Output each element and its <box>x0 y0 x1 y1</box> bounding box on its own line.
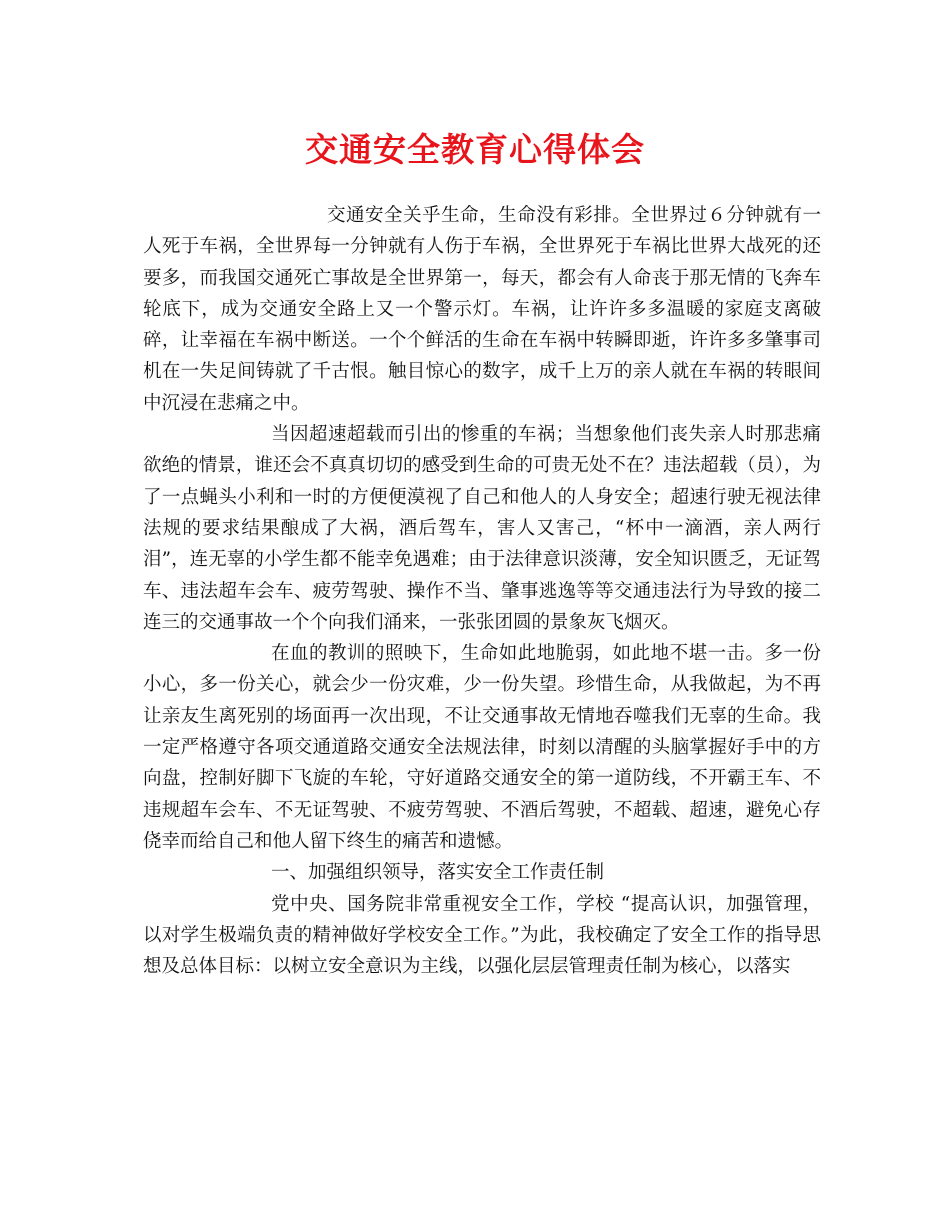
document-title: 交通安全教育心得体会 <box>305 130 645 169</box>
section-paragraph: 党中央、国务院非常重视安全工作，学校 “提高认识，加强管理，以对学生极端负责的精神做好学校安全工作。”为此，我校确定了安全工作的指导思想及总体目标：以树立安全意识为主线，以强化层层管理责任制为核心，以落实 <box>143 893 821 978</box>
section-heading: 一、加强组织领导，落实安全工作责任制 <box>271 862 605 884</box>
paragraph-3: 在血的教训的照映下，生命如此地脆弱，如此地不堪一击。多一份小心，多一份关心，就会少一份灾难，少一份失望。珍惜生命，从我做起，为不再让亲友生离死别的场面再一次出现，不让交通事故无情地吞噬我们无辜的生命。我一定严格遵守各项交通道路交通安全法规法律，时刻以清醒的头脑掌握好手中的方向盘，控制好脚下飞旋的车轮，守好道路交通安全的第一道防线，不开霸王车、不违规超车会车、不无证驾驶、不疲劳驾驶、不酒后驾驶，不超载、超速，避免心存侥幸而给自己和他人留下终生的痛苦和遗憾。 <box>143 643 821 852</box>
document-body <box>143 200 821 982</box>
paragraph-2: 当因超速超载而引出的惨重的车祸；当想象他们丧失亲人时那悲痛欲绝的情景，谁还会不真真切切的感受到生命的可贵无处不在？违法超载（员），为了一点蝇头小利和一时的方便便漠视了自己和他人的人身安全；超速行驶无视法律法规的要求结果酿成了大祸，酒后驾车，害人又害己，“杯中一滴酒，亲人两行泪”，连无辜的小学生都不能幸免遇难；由于法律意识淡薄，安全知识匮乏，无证驾车、违法超车会车、疲劳驾驶、操作不当、肇事逃逸等等交通违法行为导致的接二连三的交通事故一个个向我们涌来，一张张团圆的景象灰飞烟灭。 <box>143 424 821 633</box>
paragraph-1: 交通安全关乎生命，生命没有彩排。全世界过６分钟就有一人死于车祸，全世界每一分钟就有人伤于车祸，全世界死于车祸比世界大战死的还要多，而我国交通死亡事故是全世界第一，每天，都会有人命丧于那无情的飞奔车轮底下，成为交通安全路上又一个警示灯。车祸，让许许多多温暖的家庭支离破碎，让幸福在车祸中断送。一个个鲜活的生命在车祸中转瞬即逝，许许多多肇事司机在一失足间铸就了千古恨。触目惊心的数字，成千上万的亲人就在车祸的转眼间中沉浸在悲痛之中。 <box>143 205 821 414</box>
